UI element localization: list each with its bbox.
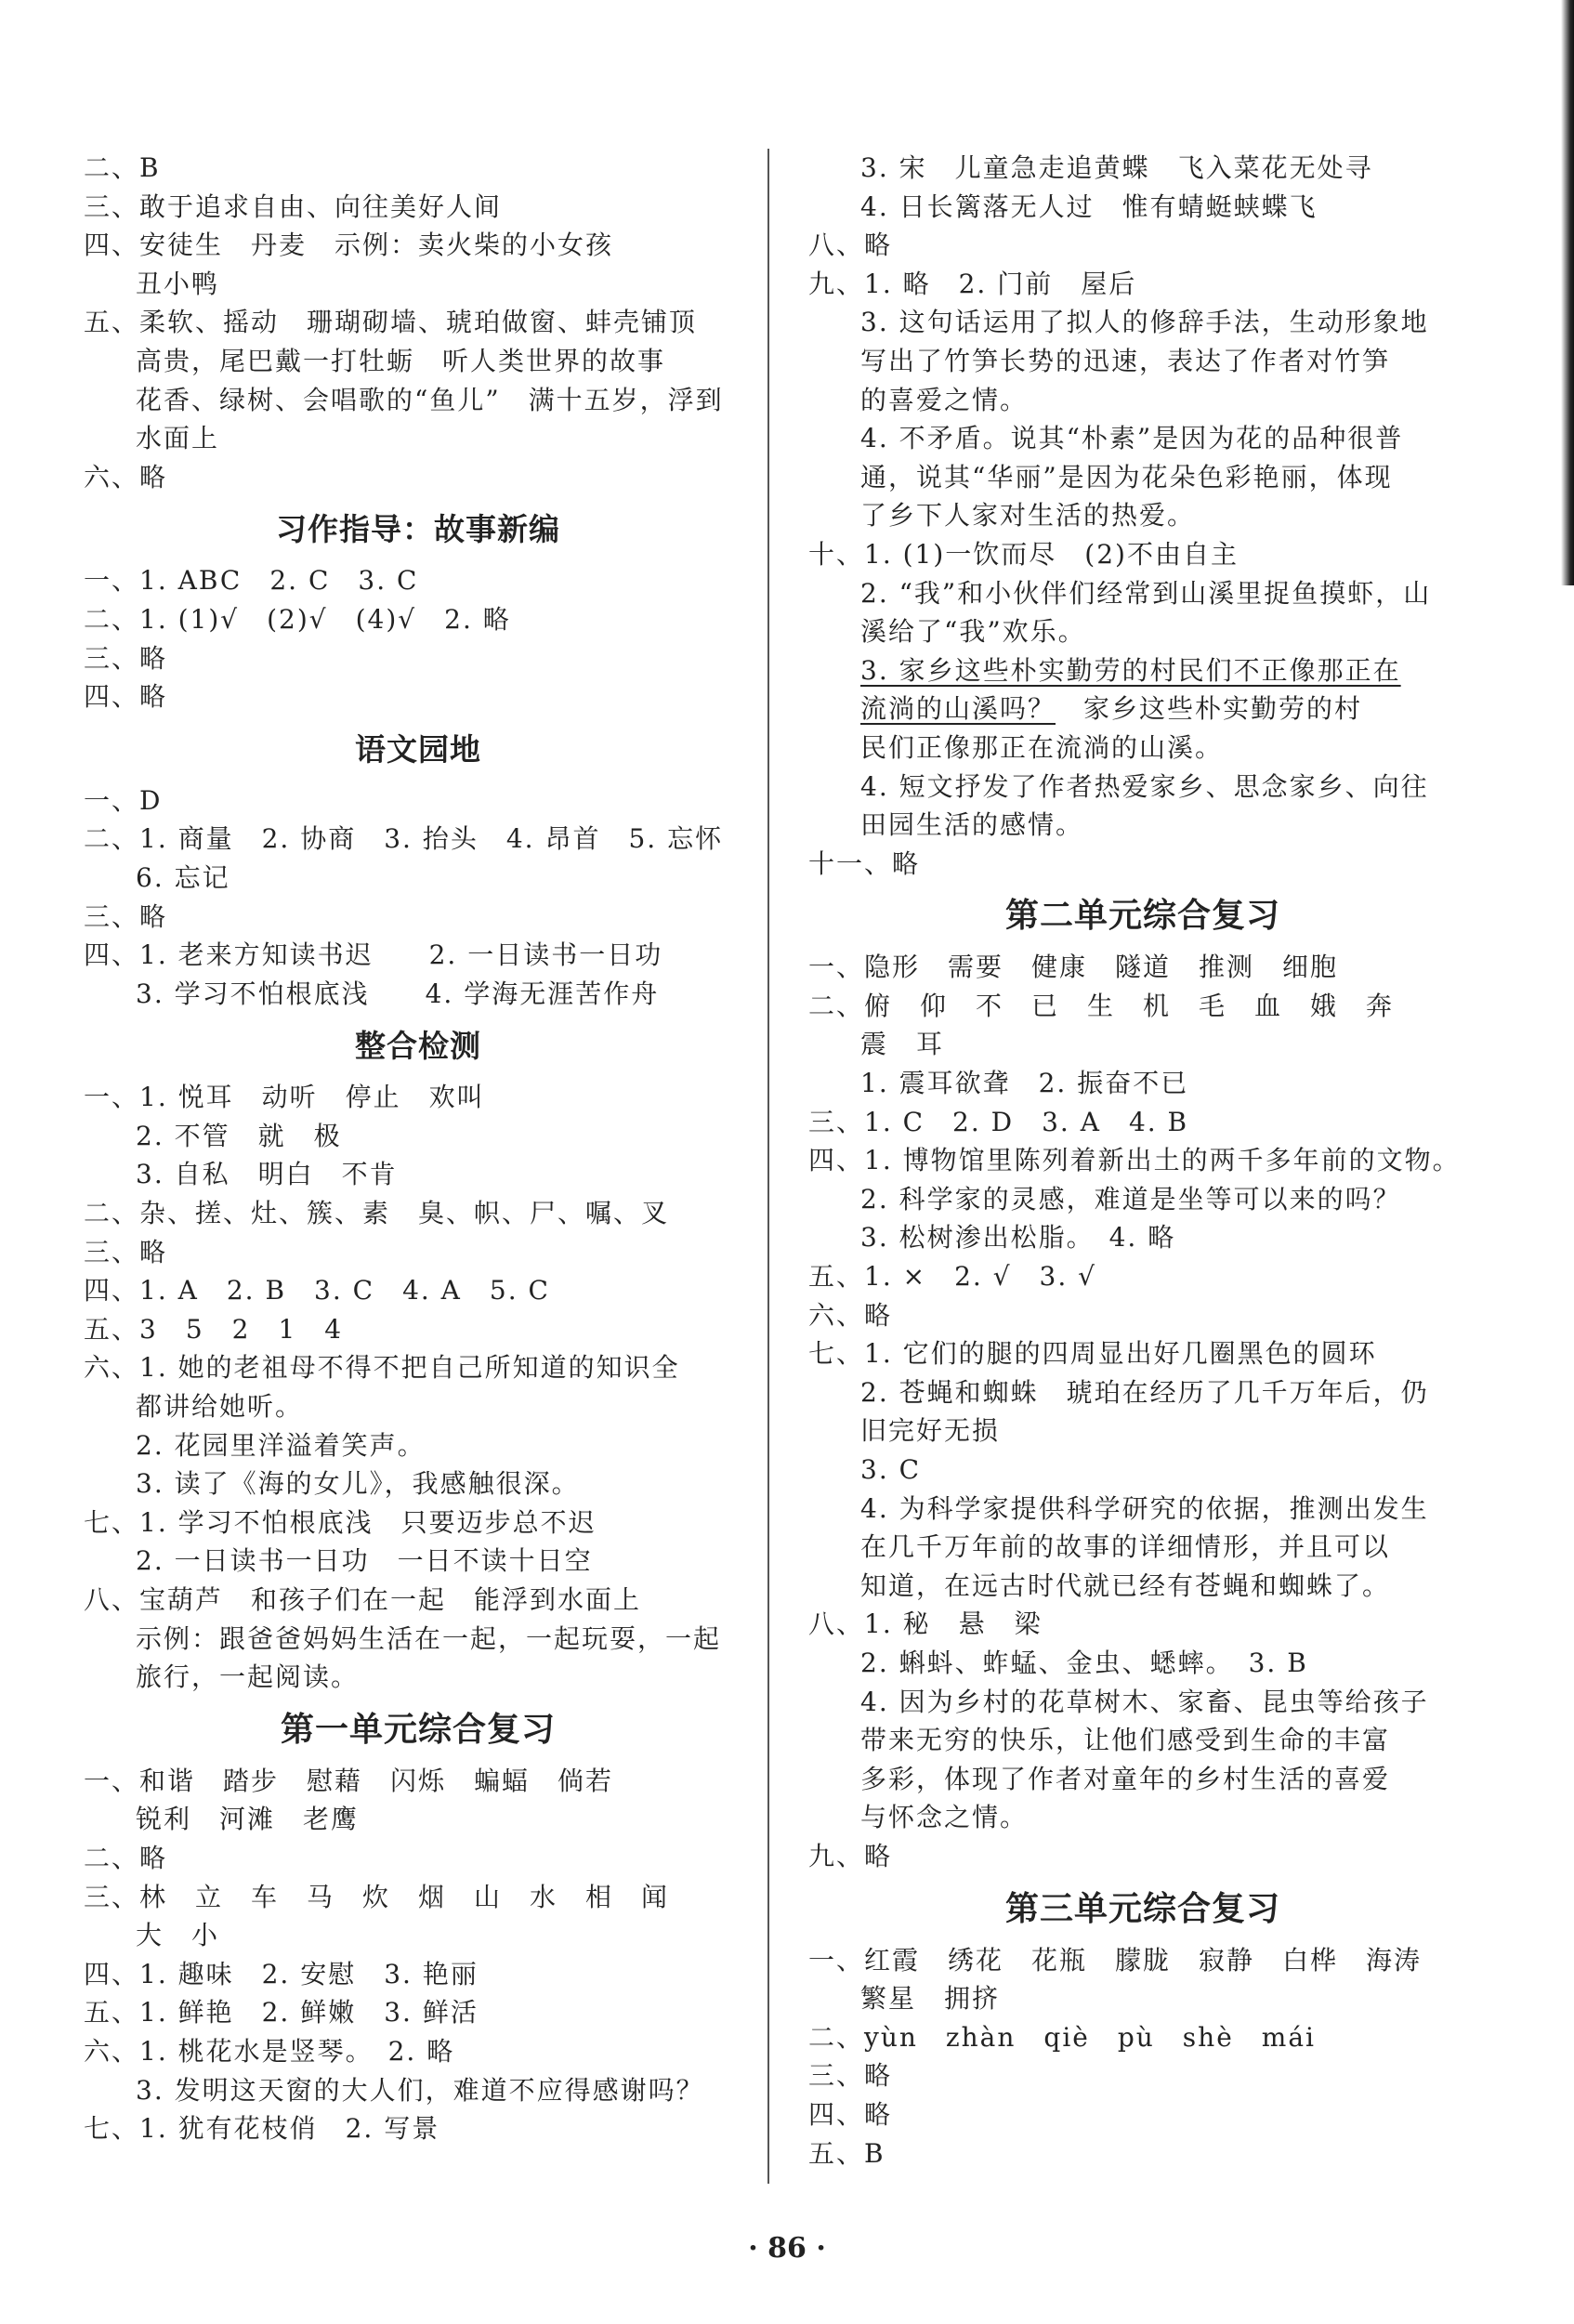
answer-line: 4. 为科学家提供科学研究的依据，推测出发生 — [860, 1492, 1429, 1524]
answer-line: 三、略 — [84, 900, 168, 932]
answer-line: 六、1. 她的老祖母不得不把自己所知道的知识全 — [84, 1352, 680, 1384]
answer-line: 六、略 — [84, 461, 168, 492]
answer-line: 五、1. 鲜艳 2. 鲜嫩 3. 鲜活 — [84, 1997, 479, 2029]
answer-line: 四、1. 博物馆里陈列着新出土的两千多年前的文物。 — [808, 1145, 1461, 1176]
answer-line: 2. 科学家的灵感，难道是坐等可以来的吗？ — [860, 1183, 1401, 1215]
answer-line: 一、隐形 需要 健康 隧道 推测 细胞 — [808, 952, 1339, 983]
answer-line: 三、略 — [808, 2060, 893, 2092]
answer-line: 一、和谐 踏步 慰藉 闪烁 蝙蝠 倘若 — [84, 1765, 614, 1796]
answer-line: 六、略 — [808, 1299, 893, 1331]
answer-line: 四、安徒生 丹麦 示例：卖火柴的小女孩 — [84, 230, 614, 261]
answer-line: 四、略 — [84, 681, 168, 713]
answer-line: 2. 不管 就 极 — [136, 1120, 342, 1151]
answer-line: 民们正像那正在流淌的山溪。 — [860, 731, 1224, 763]
answer-line: 五、1. × 2. √ 3. √ — [808, 1261, 1096, 1293]
answer-line: 水面上 — [136, 423, 220, 454]
answer-line: 六、1. 桃花水是竖琴。 2. 略 — [84, 2035, 455, 2067]
answer-line — [808, 689, 1477, 729]
answer-line: 3. 学习不怕根底浅 4. 学海无涯苦作舟 — [136, 978, 660, 1009]
answer-line: 丑小鸭 — [136, 268, 220, 299]
answer-line: 3. 自私 明白 不肯 — [136, 1159, 398, 1190]
answer-line: 二、1. (1)√ (2)√ (4)√ 2. 略 — [84, 603, 511, 635]
answer-line: 四、1. 趣味 2. 安慰 3. 艳丽 — [84, 1958, 479, 1989]
answer-line: 3. 松树渗出松脂。 4. 略 — [860, 1222, 1176, 1254]
answer-line: 十、1. (1)一饮而尽 (2)不由自主 — [808, 538, 1239, 570]
answer-line: 四、略 — [808, 2098, 893, 2130]
answer-line: 3. C — [860, 1454, 922, 1485]
answer-line: 九、1. 略 2. 门前 屋后 — [808, 268, 1137, 299]
answer-line: 七、1. 它们的腿的四周显出好几圈黑色的圆环 — [808, 1338, 1377, 1370]
answer-line: 十一、略 — [808, 847, 921, 879]
answer-line: 2. 苍蝇和蜘蛛 琥珀在经历了几千万年后，仍 — [860, 1376, 1429, 1408]
answer-line: 4. 不矛盾。说其“朴素”是因为花的品种很普 — [860, 423, 1404, 454]
answer-line: 八、宝葫芦 和孩子们在一起 能浮到水面上 — [84, 1584, 642, 1615]
answer-line: 二、略 — [84, 1842, 168, 1873]
answer-line: 在几千万年前的故事的详细情形，并且可以 — [860, 1531, 1391, 1563]
answer-line: 田园生活的感情。 — [860, 809, 1084, 841]
answer-line: 了乡下人家对生活的热爱。 — [860, 500, 1196, 532]
answer-line: 2. 花园里洋溢着笑声。 — [136, 1429, 426, 1461]
answer-line: 的喜爱之情。 — [860, 384, 1029, 415]
section-heading-story: 习作指导：故事新编 — [276, 511, 560, 548]
answer-line: 2. 一日读书一日功 一日不读十日空 — [136, 1545, 593, 1577]
answer-line: 4. 短文抒发了作者热爱家乡、思念家乡、向往 — [860, 770, 1429, 802]
answer-line: 多彩，体现了作者对童年的乡村生活的喜爱 — [860, 1763, 1391, 1794]
answer-line-underlined: 3. 家乡这些朴实勤劳的村民们不正像那正在 — [860, 654, 1401, 686]
right-column — [808, 149, 1477, 2173]
answer-line: 高贵，尾巴戴一打牡蛎 听人类世界的故事 — [136, 345, 666, 376]
answer-line: 溪给了“我”欢乐。 — [860, 616, 1086, 648]
answer-line: 四、1. A 2. B 3. C 4. A 5. C — [84, 1275, 550, 1306]
answer-phrase: 家乡这些朴实勤劳的村 — [1056, 693, 1363, 725]
answer-line: 3. 读了《海的女儿》，我感触很深。 — [136, 1468, 580, 1500]
section-heading-integrated-test: 整合检测 — [355, 1028, 481, 1065]
answer-line: 大 小 — [136, 1920, 220, 1951]
answer-line: 知道，在远古时代就已经有苍蝇和蜘蛛了。 — [860, 1569, 1391, 1601]
answer-line: 6. 忘记 — [136, 861, 230, 893]
answer-line: 二、B — [84, 152, 161, 183]
answer-line: 三、敢于追求自由、向往美好人间 — [84, 190, 503, 222]
answer-line: 一、红霞 绣花 花瓶 朦胧 寂静 白桦 海涛 — [808, 1944, 1423, 1976]
answer-line: 二、俯 仰 不 已 生 机 毛 血 娥 奔 — [808, 990, 1395, 1021]
answer-line: 八、略 — [808, 230, 893, 261]
answer-line: 写出了竹笋长势的迅速，表达了作者对竹笋 — [860, 345, 1391, 376]
answer-line: 震 耳 — [860, 1029, 945, 1060]
answer-line: 都讲给她听。 — [136, 1391, 304, 1423]
page-number: · 86 · — [748, 2232, 826, 2265]
section-heading-garden: 语文园地 — [355, 730, 481, 768]
answer-line: 二、杂、搓、灶、簇、素 臭、帜、尸、嘱、叉 — [84, 1198, 670, 1229]
answer-line: 四、1. 老来方知读书迟 2. 一日读书一日功 — [84, 939, 663, 971]
answer-line: 三、略 — [84, 1236, 168, 1267]
answer-line: 三、林 立 车 马 炊 烟 山 水 相 闻 — [84, 1881, 670, 1912]
underlined-phrase: 流淌的山溪吗？ — [860, 693, 1056, 725]
answer-line: 一、1. 悦耳 动听 停止 欢叫 — [84, 1082, 485, 1113]
answer-line: 繁星 拥挤 — [860, 1983, 1001, 2015]
answer-line: 旧完好无损 — [860, 1415, 1001, 1447]
answer-line: 七、1. 犹有花枝俏 2. 写景 — [84, 2113, 440, 2145]
answer-line: 1. 震耳欲聋 2. 振奋不已 — [860, 1068, 1189, 1099]
column-divider — [767, 149, 769, 2184]
answer-line: 3. 宋 儿童急走追黄蝶 飞入菜花无处寻 — [860, 152, 1373, 183]
answer-line: 花香、绿树、会唱歌的“鱼儿” 满十五岁，浮到 — [136, 384, 724, 415]
section-heading-unit1-review: 第一单元综合复习 — [280, 1710, 556, 1749]
section-heading-unit2-review: 第二单元综合复习 — [1004, 897, 1280, 936]
answer-line: 2. “我”和小伙伴们经常到山溪里捉鱼摸虾，山 — [860, 577, 1432, 609]
answer-line: 4. 因为乡村的花草树木、家畜、昆虫等给孩子 — [860, 1686, 1429, 1717]
answer-line: 三、略 — [84, 642, 168, 674]
answer-line: 带来无穷的快乐，让他们感受到生命的丰富 — [860, 1725, 1391, 1756]
answer-line: 一、1. ABC 2. C 3. C — [84, 565, 419, 597]
answer-line: 五、柔软、摇动 珊瑚砌墙、琥珀做窗、蚌壳铺顶 — [84, 307, 698, 338]
answer-line: 通，说其“华丽”是因为花朵色彩艳丽，体现 — [860, 461, 1393, 492]
answer-line: 五、B — [808, 2137, 885, 2169]
answer-line: 锐利 河滩 老鹰 — [136, 1804, 360, 1835]
answer-line: 九、略 — [808, 1840, 893, 1871]
answer-line: 七、1. 学习不怕根底浅 只要迈步总不迟 — [84, 1506, 597, 1538]
answer-line: 3. 这句话运用了拟人的修辞手法，生动形象地 — [860, 307, 1429, 338]
answer-line: 二、1. 商量 2. 协商 3. 抬头 4. 昂首 5. 忘怀 — [84, 823, 724, 855]
answer-line: 五、3 5 2 1 4 — [84, 1313, 344, 1345]
page-edge-shadow — [1561, 0, 1574, 585]
answer-line: 与怀念之情。 — [860, 1802, 1029, 1833]
answer-line: 旅行，一起阅读。 — [136, 1661, 360, 1693]
answer-line: 2. 蝌蚪、蚱蜢、金虫、蟋蟀。 3. B — [860, 1647, 1308, 1678]
left-column — [84, 149, 753, 2148]
answer-line: 4. 日长篱落无人过 惟有蜻蜓蛱蝶飞 — [860, 190, 1318, 222]
section-heading-unit3-review: 第三单元综合复习 — [1004, 1889, 1280, 1928]
answer-line: 3. 发明这天窗的大人们，难道不应得感谢吗？ — [136, 2074, 704, 2106]
answer-line: 示例：跟爸爸妈妈生活在一起，一起玩耍，一起 — [136, 1622, 722, 1654]
answer-line: 八、1. 秘 悬 梁 — [808, 1608, 1043, 1640]
answer-line: 一、D — [84, 784, 163, 816]
answer-line: 三、1. C 2. D 3. A 4. B — [808, 1106, 1189, 1137]
answer-line: 二、yùn zhàn qiè pù shè mái — [808, 2021, 1316, 2053]
